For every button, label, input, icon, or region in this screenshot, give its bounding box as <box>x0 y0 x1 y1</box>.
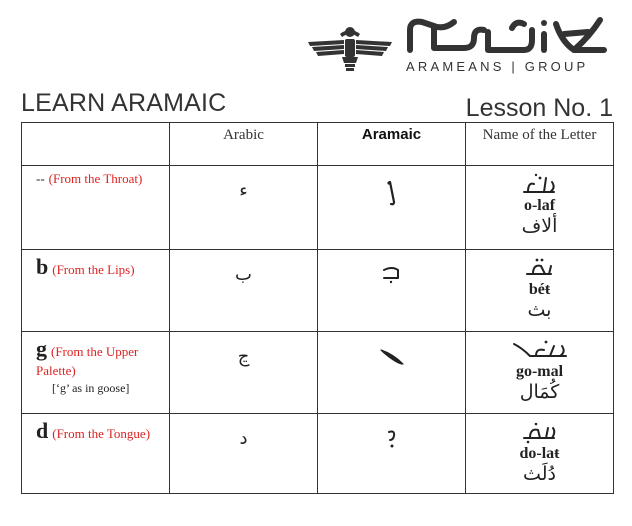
logo <box>306 12 626 78</box>
dolath-syriac-name-icon <box>520 420 560 444</box>
aramaic-cell <box>318 250 466 332</box>
winged-sun-emblem-icon <box>306 22 394 74</box>
arabic-letter: ء <box>239 180 248 201</box>
arabic-cell <box>170 414 318 494</box>
letter-transliteration: go-mal <box>515 363 564 380</box>
logo-subtitle: ARAMEANS | GROUP <box>406 59 589 74</box>
letter-sound: -- <box>36 171 45 186</box>
name-cell <box>466 414 614 494</box>
arabic-letter: ڃ <box>237 346 250 367</box>
letter-transliteration: o-laf <box>523 197 556 214</box>
arabic-cell <box>170 332 318 414</box>
olaf-syriac-name-icon <box>520 172 560 196</box>
table-row <box>22 250 614 332</box>
lesson-number: Lesson No. 1 <box>465 94 613 122</box>
name-cell <box>466 250 614 332</box>
arabic-letter: د <box>239 428 248 449</box>
letter-transliteration: béŧ <box>528 281 551 298</box>
articulation-place: (From the Throat) <box>48 171 143 186</box>
letter-sound: d <box>36 418 49 443</box>
table-header-row <box>22 123 614 166</box>
header-sound <box>22 123 170 166</box>
arabic-cell <box>170 250 318 332</box>
table-row <box>22 332 614 414</box>
olaf-glyph-icon <box>382 178 402 208</box>
header-arabic: Arabic <box>170 123 318 166</box>
arabic-letter-name: دُلَث <box>523 463 556 485</box>
name-cell <box>466 332 614 414</box>
arabic-letter: ب <box>235 264 252 285</box>
header-aramaic: Aramaic <box>318 123 466 166</box>
page-title: LEARN ARAMAIC <box>21 89 227 117</box>
articulation-place: (From the Lips) <box>52 262 135 277</box>
header-letter-name: Name of the Letter <box>466 123 614 166</box>
letter-sound: b <box>36 254 49 279</box>
beth-syriac-name-icon <box>523 256 557 280</box>
beth-glyph-icon <box>380 262 404 286</box>
articulation-place: (From the Upper Palette) <box>36 344 139 378</box>
arabic-letter-name: ألاف <box>521 215 558 237</box>
pronunciation-note: [‘g’ as in goose] <box>52 381 130 395</box>
arabic-cell <box>170 166 318 250</box>
sound-cell <box>22 332 170 414</box>
articulation-place: (From the Tongue) <box>52 426 151 441</box>
gomal-glyph-icon <box>377 344 407 368</box>
aramaic-cell <box>318 332 466 414</box>
sound-cell <box>22 166 170 250</box>
sound-cell <box>22 250 170 332</box>
gomal-syriac-name-icon <box>508 338 572 362</box>
table-row <box>22 414 614 494</box>
dolath-glyph-icon <box>384 426 400 450</box>
letter-transliteration: do-laŧ <box>519 445 560 462</box>
arabic-letter-name: بث <box>527 299 552 321</box>
aramaic-script-wordmark-icon <box>404 12 618 64</box>
table-row <box>22 166 614 250</box>
sound-cell <box>22 414 170 494</box>
arabic-letter-name: كُمَال <box>519 381 560 403</box>
aramaic-cell <box>318 166 466 250</box>
letters-table <box>21 122 614 494</box>
letter-sound: g <box>36 336 47 361</box>
aramaic-cell <box>318 414 466 494</box>
name-cell <box>466 166 614 250</box>
